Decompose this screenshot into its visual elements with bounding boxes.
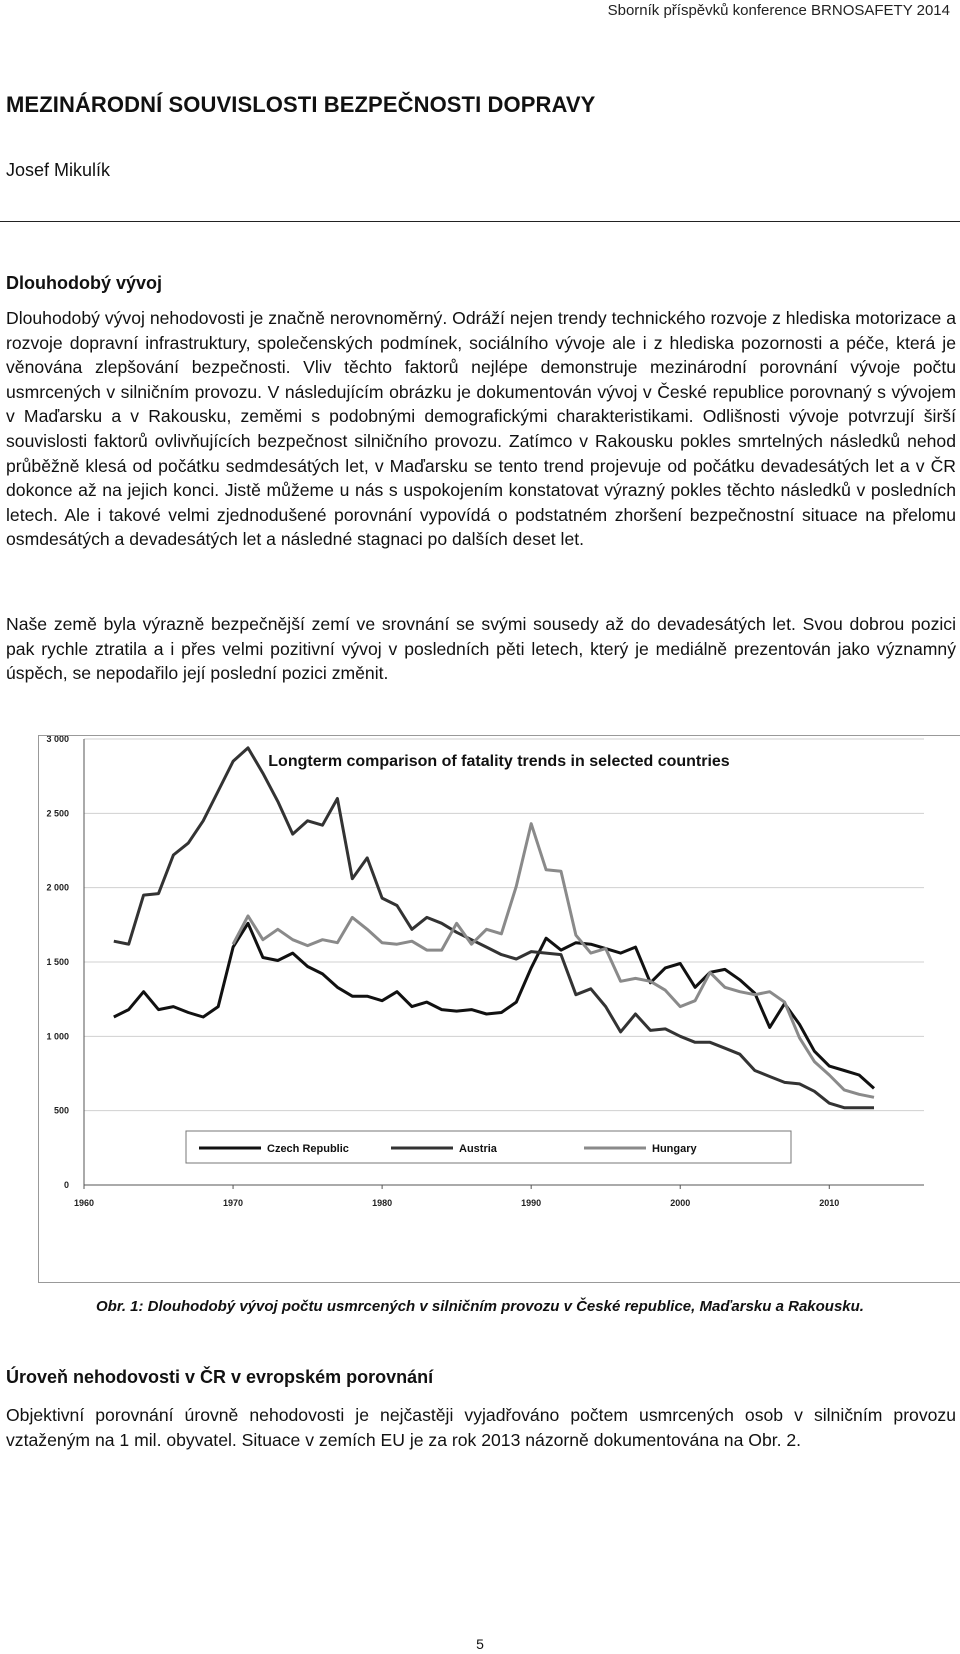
y-tick-label: 2 500: [46, 808, 69, 819]
section-heading-long-term: Dlouhodobý vývoj: [6, 273, 163, 293]
legend-label: Austria: [459, 1143, 497, 1155]
series-line-hungary: [233, 824, 874, 1098]
figure-caption: Obr. 1: Dlouhodobý vývoj počtu usmrcených v silničním provozu v České republice, Maďarsku a Rakousku.: [96, 1298, 864, 1315]
legend-label: Hungary: [652, 1143, 697, 1155]
author-name: Josef Mikulík: [6, 160, 111, 180]
y-tick-label: 1 500: [46, 957, 69, 967]
x-tick-label: 1980: [372, 1198, 393, 1208]
legend-label: Czech Republic: [267, 1143, 349, 1155]
page-number: 5: [476, 1636, 484, 1652]
title-divider: [0, 221, 960, 222]
section-heading-eu-comparison: Úroveň nehodovosti v ČR v evropském porovnání: [6, 1367, 434, 1387]
fatality-trends-chart: [39, 736, 960, 1282]
x-tick-label: 1990: [521, 1198, 542, 1208]
paragraph: Naše země byla výrazně bezpečnější zemí ve srovnání se svými sousedy až do devadesátých let. Svou dobrou pozici pak rychle ztratila a i přes velmi pozitivní vývoj v posledních pěti letech, který je mediálně prezentován jako významný úspěch, se nepodařilo její poslední pozici změnit.: [6, 614, 956, 684]
x-tick-label: 2000: [670, 1198, 691, 1208]
y-tick-label: 500: [53, 1105, 69, 1116]
paragraph: Dlouhodobý vývoj nehodovosti je značně nerovnoměrný. Odráží nejen trendy technického rozvoje z hlediska motorizace a rozvoje dopravní infrastruktury, společenských podmínek, sociálního vývoje ale i z hlediska pozornosti a péče, která je věnována zlepšování bezpečnosti. Vliv těchto faktorů nejlépe demonstruje mezinárodní porovnání vývoje počtu usmrcených v silničním provozu. V následujícím obrázku je dokumentován vývoj v České republice porovnaný s vývojem v Maďarsku a v Rakousku, zeměmi s podobnými demografickými charakteristikami. Odlišnosti vývoje potvrzují širší souvislosti faktorů ovlivňujících bezpečnost silničního provozu. Zatímco v Rakousku pokles smrtelných následků nehod průběžně klesá od počátku sedmdesátých let, v Maďarsku se tento trend projevuje od počátku devadesátých let a v ČR dokonce až na jejich konci. Jistě můžeme u nás s uspokojením konstatovat výrazný pokles těchto následků v posledních letech. Ale i takové velmi zjednodušené porovnání vypovídá o podstatném zhoršení bezpečnostní situace na přelomu osmdesátých a devadesátých let a následné stagnaci po dalších deset let.: [6, 308, 956, 550]
y-tick-label: 3 000: [46, 736, 69, 744]
y-tick-label: 2 000: [46, 882, 69, 893]
paper-title: MEZINÁRODNÍ SOUVISLOSTI BEZPEČNOSTI DOPRAVY: [6, 92, 596, 117]
x-tick-label: 1970: [223, 1198, 244, 1208]
x-tick-label: 2010: [819, 1198, 840, 1208]
x-tick-label: 1960: [73, 1198, 95, 1208]
figure-chart: [38, 735, 960, 1283]
chart-title: Longterm comparison of fatality trends in selected countries: [268, 753, 730, 770]
series-line-austria: [114, 748, 874, 1108]
y-tick-label: 0: [63, 1180, 69, 1190]
proceedings-header: Sborník příspěvků konference BRNOSAFETY 2014: [607, 2, 950, 19]
y-tick-label: 1 000: [46, 1031, 69, 1042]
series-line-czech-republic: [114, 923, 874, 1088]
paragraph: Objektivní porovnání úrovně nehodovosti je nejčastěji vyjadřováno počtem usmrcených osob v silničním provozu vztaženým na 1 mil. obyvatel. Situace v zemích EU je za rok 2013 názorně dokumentována na Obr. 2.: [6, 1405, 956, 1450]
